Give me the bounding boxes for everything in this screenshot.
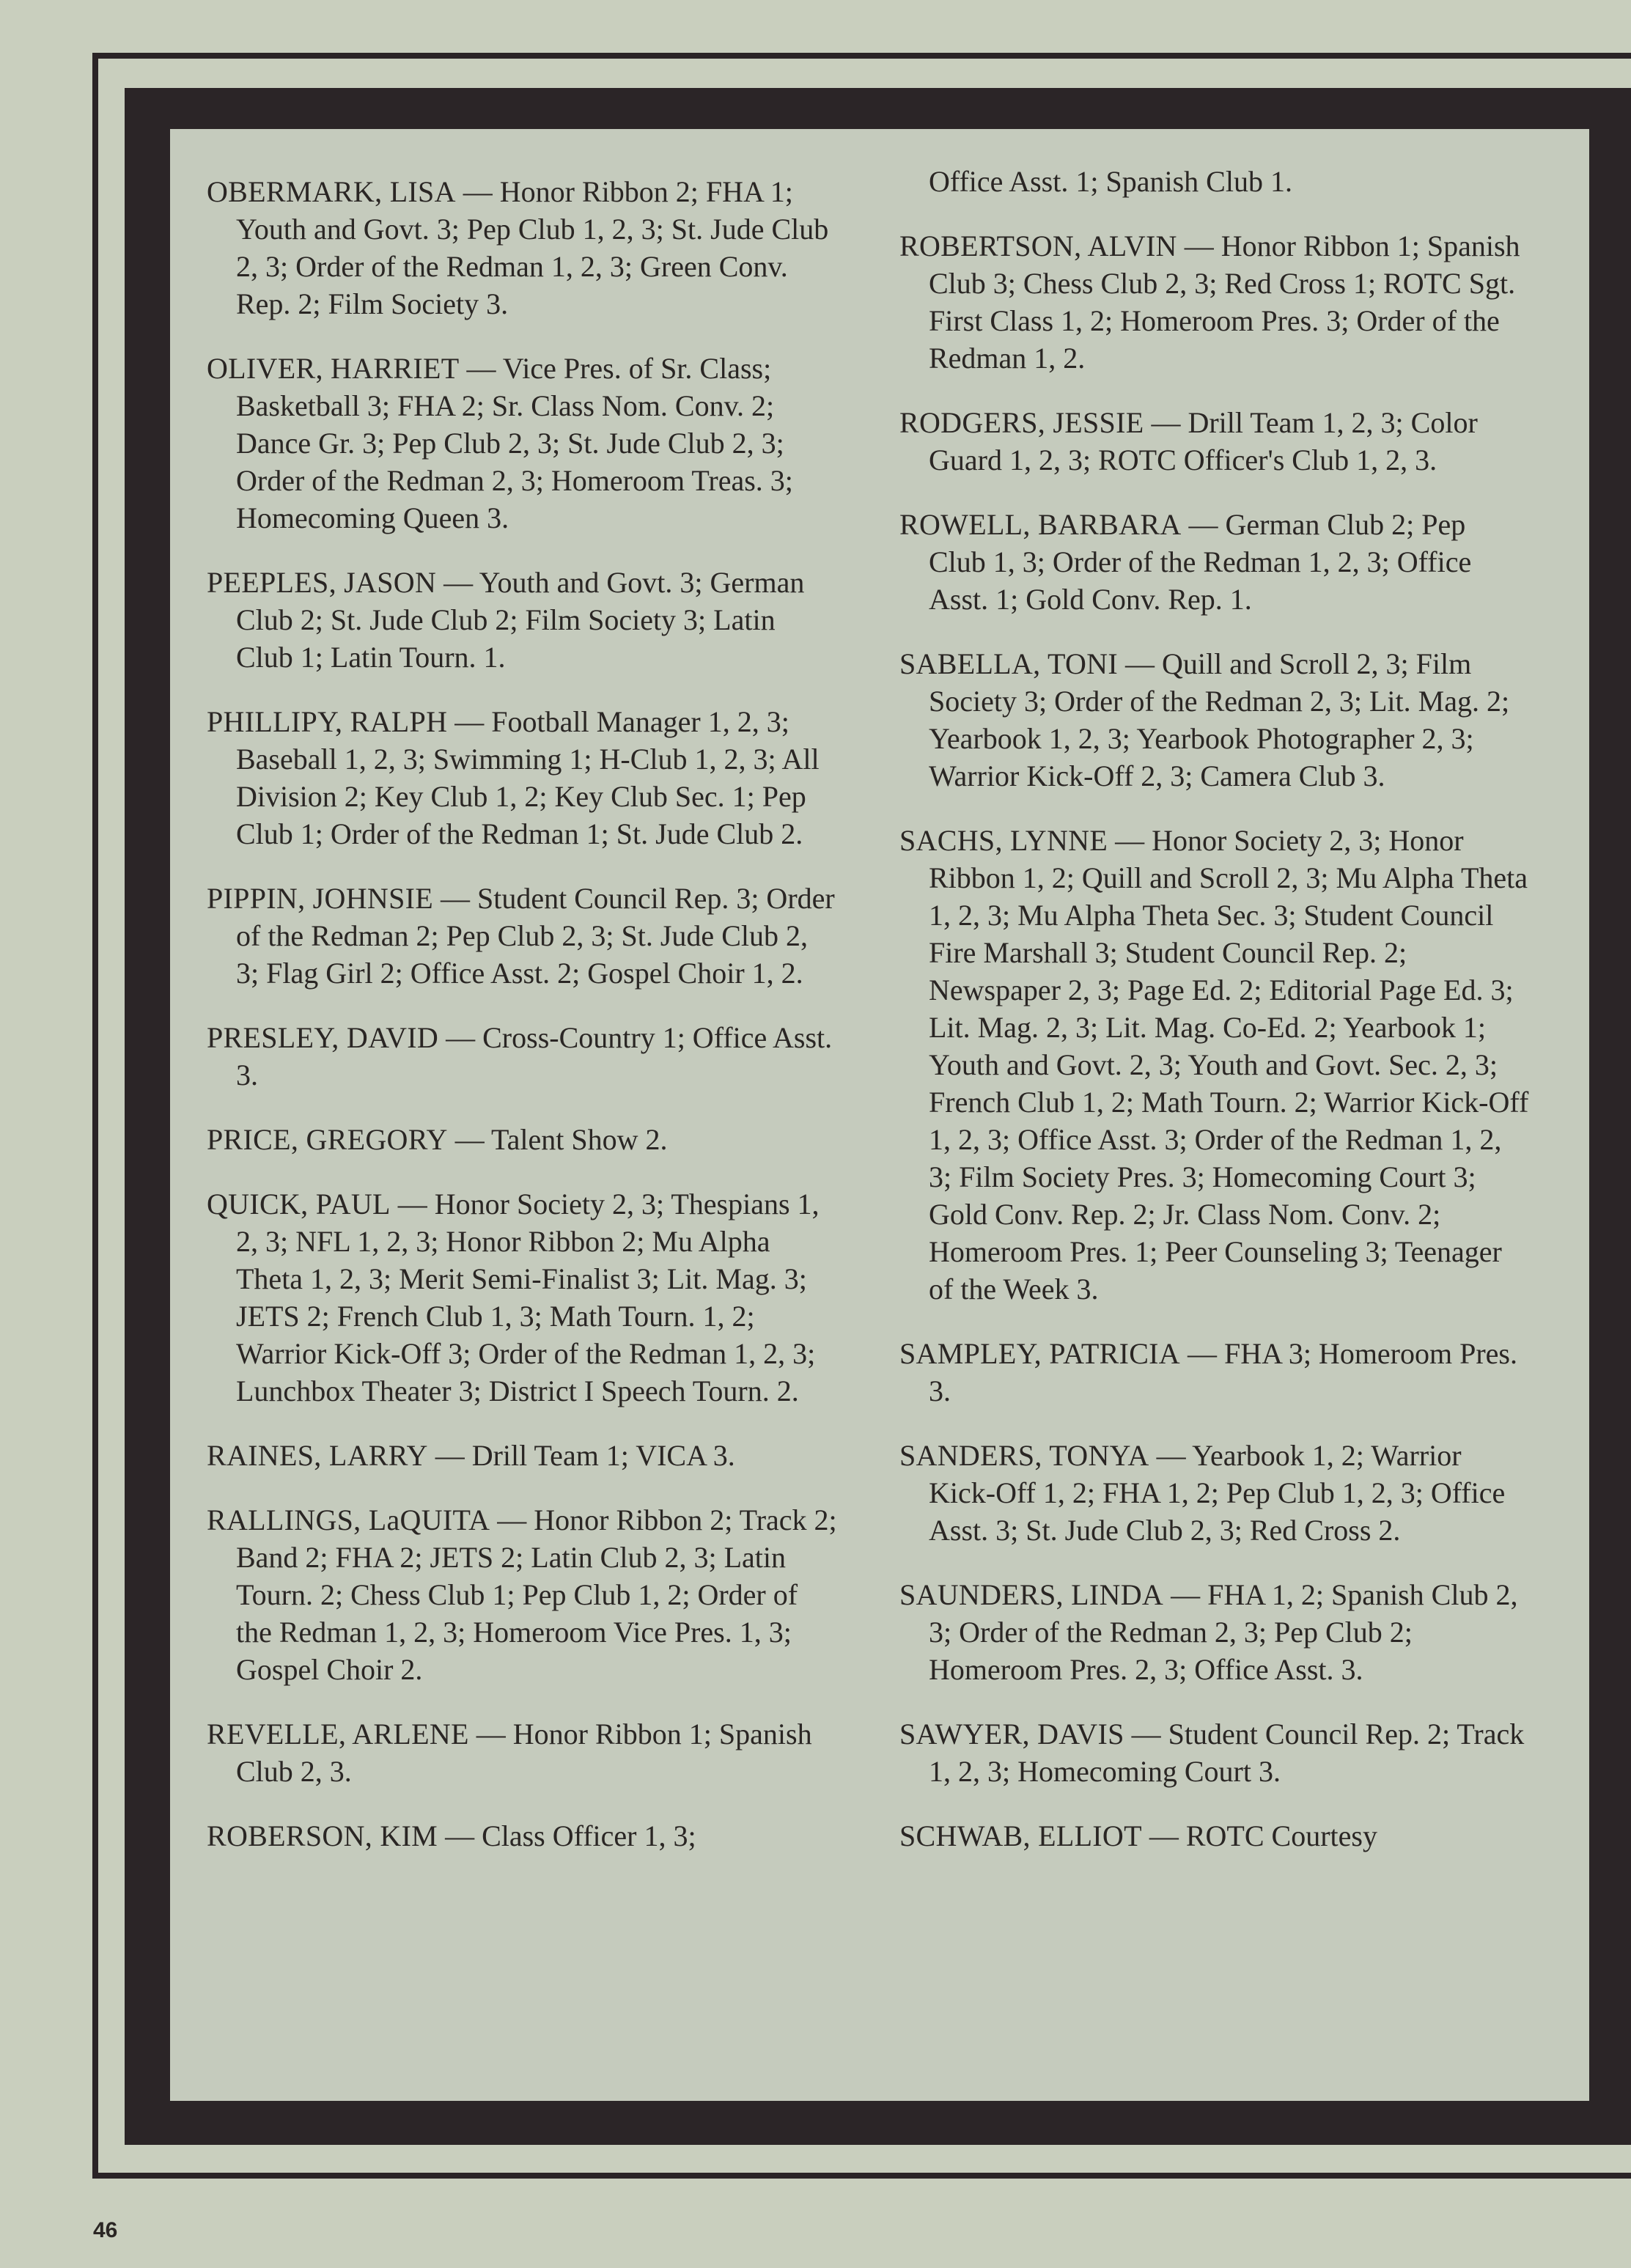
name-separator: — (1108, 824, 1152, 857)
name-separator: — (1149, 1439, 1193, 1472)
student-name: PEEPLES, JASON (207, 566, 437, 599)
name-separator: — (447, 1123, 491, 1156)
student-name: RALLINGS, LaQUITA (207, 1503, 490, 1536)
student-activities: Drill Team 1, 2, 3; Color Guard 1, 2, 3; ROTC Officer's Club 1, 2, 3. (929, 406, 1478, 476)
student-entry (207, 564, 837, 676)
student-name: PRESLEY, DAVID (207, 1021, 439, 1054)
name-separator: — (1181, 508, 1226, 541)
student-name: REVELLE, ARLENE (207, 1717, 469, 1750)
student-entry (899, 506, 1530, 618)
student-name: SAUNDERS, LINDA (899, 1578, 1164, 1611)
student-activities: Youth and Govt. 3; German Club 2; St. Jude Club 2; Film Society 3; Latin Club 1; Latin Tourn. 1. (236, 566, 805, 674)
student-entry (899, 1817, 1530, 1855)
name-separator: — (433, 882, 477, 915)
student-activities: Class Officer 1, 3; (482, 1819, 696, 1852)
student-entry (899, 1437, 1530, 1549)
student-name: PIPPIN, JOHNSIE (207, 882, 433, 915)
student-entry (899, 1576, 1530, 1688)
student-entry (899, 645, 1530, 795)
continuation-text: Office Asst. 1; Spanish Club 1. (929, 165, 1292, 198)
name-separator: — (468, 1717, 513, 1750)
text-panel (170, 129, 1589, 2101)
student-activities: Honor Ribbon 2; FHA 1; Youth and Govt. 3; Pep Club 1, 2, 3; St. Jude Club 2, 3; Order of the Redman 1, 2, 3; Green Conv. Rep. 2; Film Society 3. (236, 175, 829, 320)
name-separator: — (1144, 406, 1188, 439)
student-name: PRICE, GREGORY (207, 1123, 448, 1156)
student-name: SANDERS, TONYA (899, 1439, 1149, 1472)
student-entry (207, 1817, 837, 1855)
name-separator: — (1117, 647, 1162, 680)
student-name: SABELLA, TONI (899, 647, 1118, 680)
student-activities: Cross-Country 1; Office Asst. 3. (236, 1021, 833, 1091)
name-separator: — (1180, 1337, 1224, 1370)
name-separator: — (390, 1188, 435, 1220)
student-activities: Football Manager 1, 2, 3; Baseball 1, 2, 3; Swimming 1; H-Club 1, 2, 3; All Division 2; Key Club 1, 2; Key Club Sec. 1; Pep Club 1; Order of the Redman 1; St. Jude Club 2. (236, 705, 820, 850)
student-activities: ROTC Courtesy (1185, 1819, 1377, 1852)
left-column (207, 173, 837, 1882)
student-activities: German Club 2; Pep Club 1, 3; Order of the Redman 1, 2, 3; Office Asst. 1; Gold Conv. Rep. 1. (929, 508, 1472, 616)
page-number: 46 (93, 2218, 118, 2242)
student-name: ROBERTSON, ALVIN (899, 229, 1177, 262)
student-entry (899, 1335, 1530, 1410)
name-separator: — (455, 175, 500, 208)
student-entry (207, 1121, 837, 1158)
student-name: RAINES, LARRY (207, 1439, 428, 1472)
student-activities: Honor Society 2, 3; Honor Ribbon 1, 2; Quill and Scroll 2, 3; Mu Alpha Theta 1, 2, 3; Mu Alpha Theta Sec. 3; Student Council Fire Marshall 3; Student Council Rep. 2; Newspaper 2, 3; Page Ed. 2; Editorial Page Ed. 3; Lit. Mag. 2, 3; Lit. Mag. Co-Ed. 2; Yearbook 1; Youth and Govt. 2, 3; Youth and Govt. Sec. 2, 3; French Club 1, 2; Math Tourn. 2; Warrior Kick-Off 1, 2, 3; Office Asst. 3; Order of the Redman 1, 2, 3; Film Society Pres. 3; Homecoming Court 3; Gold Conv. Rep. 2; Jr. Class Nom. Conv. 2; Homeroom Pres. 1; Peer Counseling 3; Teenager of the Week 3. (929, 824, 1529, 1306)
student-name: OBERMARK, LISA (207, 175, 456, 208)
student-name: SAWYER, DAVIS (899, 1717, 1124, 1750)
student-activities: Quill and Scroll 2, 3; Film Society 3; Order of the Redman 2, 3; Lit. Mag. 2; Yearbook 1, 2, 3; Yearbook Photographer 2, 3; Warrior Kick-Off 2, 3; Camera Club 3. (929, 647, 1510, 792)
student-activities: Student Council Rep. 3; Order of the Redman 2; Pep Club 2, 3; St. Jude Club 2, 3; Flag Girl 2; Office Asst. 2; Gospel Choir 1, 2. (236, 882, 835, 990)
student-entry (207, 703, 837, 853)
student-name: SACHS, LYNNE (899, 824, 1108, 857)
name-separator: — (1177, 229, 1221, 262)
name-separator: — (447, 705, 492, 738)
student-name: OLIVER, HARRIET (207, 352, 460, 385)
student-name: QUICK, PAUL (207, 1188, 391, 1220)
student-entry (207, 1019, 837, 1094)
student-entry (899, 227, 1530, 377)
student-activities: Honor Society 2, 3; Thespians 1, 2, 3; NFL 1, 2, 3; Honor Ribbon 2; Mu Alpha Theta 1, 2, 3; Merit Semi-Finalist 3; Lit. Mag. 3; JETS 2; French Club 1, 3; Math Tourn. 1, 2; Warrior Kick-Off 3; Order of the Redman 1, 2, 3; Lunchbox Theater 3; District I Speech Tourn. 2. (236, 1188, 820, 1407)
student-activities: Talent Show 2. (490, 1123, 668, 1156)
student-activities: Honor Ribbon 1; Spanish Club 2, 3. (236, 1717, 812, 1788)
student-entry (899, 404, 1530, 479)
student-name: ROBERSON, KIM (207, 1819, 438, 1852)
student-activities: Student Council Rep. 2; Track 1, 2, 3; Homecoming Court 3. (929, 1717, 1525, 1788)
name-separator: — (436, 566, 479, 599)
name-separator: — (438, 1021, 483, 1054)
name-separator: — (1163, 1578, 1208, 1611)
student-entry (207, 173, 837, 323)
student-entry (899, 1715, 1530, 1790)
student-name: SAMPLEY, PATRICIA (899, 1337, 1180, 1370)
student-entry (207, 1185, 837, 1410)
name-separator: — (459, 352, 503, 385)
name-separator: — (1124, 1717, 1168, 1750)
student-name: ROWELL, BARBARA (899, 508, 1182, 541)
student-activities: Honor Ribbon 1; Spanish Club 3; Chess Club 2, 3; Red Cross 1; ROTC Sgt. First Class 1, 2; Homeroom Pres. 3; Order of the Redman 1, 2. (929, 229, 1520, 375)
student-entry (207, 1437, 837, 1474)
student-activities: Drill Team 1; VICA 3. (471, 1439, 735, 1472)
name-separator: — (1141, 1819, 1186, 1852)
student-entry (207, 1715, 837, 1790)
student-activities: Honor Ribbon 2; Track 2; Band 2; FHA 2; JETS 2; Latin Club 2, 3; Latin Tourn. 2; Chess Club 1; Pep Club 1, 2; Order of the Redman 1, 2, 3; Homeroom Vice Pres. 1, 3; Gospel Choir 2. (236, 1503, 837, 1686)
name-separator: — (438, 1819, 482, 1852)
student-name: SCHWAB, ELLIOT (899, 1819, 1142, 1852)
student-name: RODGERS, JESSIE (899, 406, 1144, 439)
student-activities: FHA 1, 2; Spanish Club 2, 3; Order of the Redman 2, 3; Pep Club 2; Homeroom Pres. 2, 3; Office Asst. 3. (929, 1578, 1518, 1686)
name-separator: — (427, 1439, 472, 1472)
student-activities: FHA 3; Homeroom Pres. 3. (929, 1337, 1517, 1407)
right-column (899, 163, 1530, 1882)
student-entry (207, 350, 837, 537)
student-activities: Yearbook 1, 2; Warrior Kick-Off 1, 2; FHA 1, 2; Pep Club 1, 2, 3; Office Asst. 3; St. Jude Club 2, 3; Red Cross 2. (929, 1439, 1506, 1547)
student-entry (899, 822, 1530, 1308)
student-activities: Vice Pres. of Sr. Class; Basketball 3; FHA 2; Sr. Class Nom. Conv. 2; Dance Gr. 3; Pep Club 2, 3; St. Jude Club 2, 3; Order of the Redman 2, 3; Homeroom Treas. 3; Homecoming Queen 3. (236, 352, 793, 534)
student-name: PHILLIPY, RALPH (207, 705, 448, 738)
student-entry (207, 880, 837, 992)
student-entry (207, 1501, 837, 1688)
name-separator: — (490, 1503, 534, 1536)
